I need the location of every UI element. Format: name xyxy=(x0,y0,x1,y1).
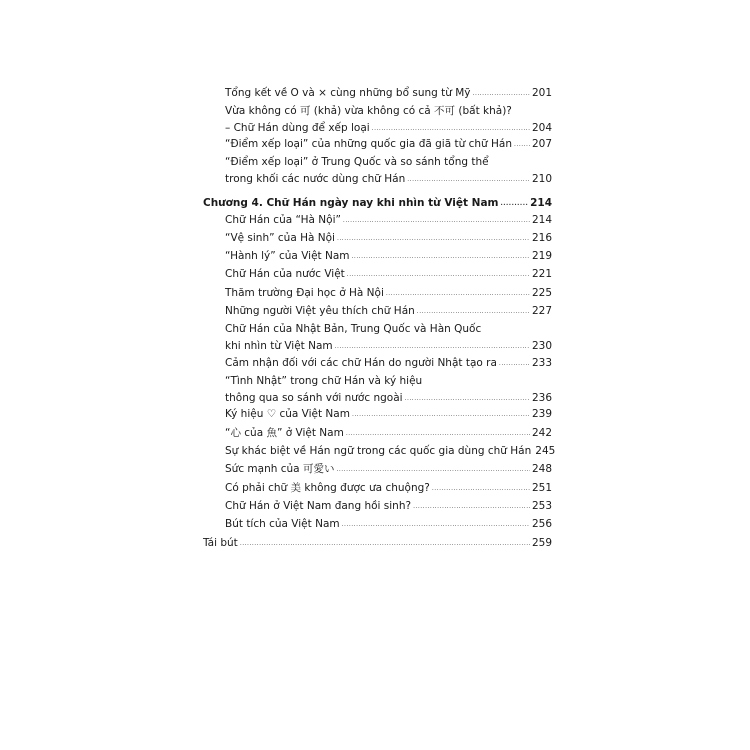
toc-entry-page: 230 xyxy=(531,340,552,352)
toc-entry-page: 227 xyxy=(531,305,552,317)
toc-entry-page: 204 xyxy=(531,122,552,134)
toc-entry-title: Sự khác biệt về Hán ngữ trong các quốc gia dùng chữ Hán xyxy=(225,445,532,457)
toc-entry-title: Chữ Hán của “Hà Nội” xyxy=(225,214,341,226)
dot-leader xyxy=(372,120,530,137)
toc-entry-title: Ký hiệu ♡ của Việt Nam xyxy=(225,408,350,420)
toc-entry xyxy=(225,373,552,407)
dot-leader xyxy=(473,85,530,102)
dot-leader xyxy=(347,266,530,283)
toc-entry-title: “心 của 魚” ở Việt Nam xyxy=(225,427,344,439)
toc-entry-title: Chữ Hán của nước Việt xyxy=(225,268,345,280)
dot-leader xyxy=(343,212,530,229)
toc-entry xyxy=(225,461,552,478)
toc-entry xyxy=(225,516,552,533)
toc-entry-title: Cảm nhận đối với các chữ Hán do người Nhật tạo ra xyxy=(225,357,497,369)
toc-entry xyxy=(225,266,552,283)
toc-entry-page: 233 xyxy=(531,357,552,369)
toc-entry xyxy=(225,285,552,302)
toc-entry-page: 251 xyxy=(531,482,552,494)
toc-entry-title: Vừa không có 可 (khả) vừa không có cả 不可 (bất khả)? xyxy=(225,105,512,117)
toc-entry-page: 239 xyxy=(531,408,552,420)
dot-leader xyxy=(240,535,530,552)
dot-leader xyxy=(337,230,530,247)
dot-leader xyxy=(514,136,530,153)
toc-entry xyxy=(225,443,556,460)
toc-entry-title: Tổng kết về O và × cùng những bổ sung từ Mỹ xyxy=(225,87,471,99)
dot-leader xyxy=(500,195,528,212)
toc-chapter-title: Chương 4. Chữ Hán ngày nay khi nhìn từ Việt Nam xyxy=(203,197,499,209)
dot-leader xyxy=(342,516,530,533)
toc-entry-page: 236 xyxy=(531,392,552,404)
toc-entry-page: 259 xyxy=(531,537,552,549)
toc-entry-page: 210 xyxy=(531,173,552,185)
toc-entry-afterword xyxy=(203,535,552,552)
dot-leader xyxy=(346,425,530,442)
toc-entry-title: Thăm trường Đại học ở Hà Nội xyxy=(225,287,384,299)
toc-entry xyxy=(225,212,552,229)
toc-entry-title: “Tình Nhật” trong chữ Hán và ký hiệu xyxy=(225,375,423,387)
toc-entry-page: 256 xyxy=(531,518,552,530)
toc-entry xyxy=(225,103,552,137)
toc-entry-title-cont: thông qua so sánh với nước ngoài xyxy=(225,392,403,404)
toc-entry xyxy=(225,136,552,153)
toc-entry-page: 221 xyxy=(531,268,552,280)
toc-entry xyxy=(225,230,552,247)
toc-entry xyxy=(225,248,552,265)
dot-leader xyxy=(407,171,530,188)
toc-chapter-page: 214 xyxy=(530,197,552,209)
toc-entry-title: “Điểm xếp loại” của những quốc gia đã giã từ chữ Hán xyxy=(225,138,513,150)
toc-entry xyxy=(225,321,552,355)
toc-entry-title: Có phải chữ 美 không được ưa chuộng? xyxy=(225,482,430,494)
toc-entry xyxy=(225,85,552,102)
dot-leader xyxy=(352,406,530,423)
toc-chapter-heading xyxy=(203,195,552,212)
dot-leader xyxy=(386,285,530,302)
toc-entry-title: Bút tích của Việt Nam xyxy=(225,518,340,530)
dot-leader xyxy=(499,355,530,372)
toc-entry-page: 214 xyxy=(531,214,552,226)
toc-entry xyxy=(225,425,552,442)
toc-entry-title: Sức mạnh của 可愛い xyxy=(225,463,335,475)
toc-entry xyxy=(225,480,552,497)
toc-entry xyxy=(225,154,552,188)
toc-entry-page: 225 xyxy=(531,287,552,299)
toc-entry-title-cont: trong khối các nước dùng chữ Hán xyxy=(225,173,406,185)
toc-entry-title-cont: – Chữ Hán dùng để xếp loại xyxy=(225,122,370,134)
dot-leader xyxy=(413,498,530,515)
dot-leader xyxy=(417,303,530,320)
toc-entry-page: 216 xyxy=(531,232,552,244)
toc-entry-page: 245 xyxy=(535,445,556,457)
toc-entry-page: 248 xyxy=(531,463,552,475)
toc-entry-title-cont: khi nhìn từ Việt Nam xyxy=(225,340,333,352)
toc-entry-title: Những người Việt yêu thích chữ Hán xyxy=(225,305,415,317)
toc-entry-page: 242 xyxy=(531,427,552,439)
toc-entry-title: Tái bút xyxy=(203,537,238,549)
toc-entry-page: 201 xyxy=(531,87,552,99)
toc-entry xyxy=(225,498,552,515)
toc-entry-page: 219 xyxy=(531,250,552,262)
dot-leader xyxy=(405,390,530,407)
dot-leader xyxy=(352,248,530,265)
toc-entry-title: “Hành lý” của Việt Nam xyxy=(225,250,350,262)
toc-entry-page: 207 xyxy=(531,138,552,150)
toc-entry xyxy=(225,406,552,423)
toc-entry xyxy=(225,355,552,372)
toc-entry-title: “Vệ sinh” của Hà Nội xyxy=(225,232,335,244)
toc-entry-title: Chữ Hán của Nhật Bản, Trung Quốc và Hàn Quốc xyxy=(225,323,482,335)
dot-leader xyxy=(335,338,530,355)
dot-leader xyxy=(336,461,530,478)
toc-entry xyxy=(225,303,552,320)
dot-leader xyxy=(432,480,530,497)
toc-entry-title: “Điểm xếp loại” ở Trung Quốc và so sánh tổng thể xyxy=(225,156,489,168)
toc-entry-title: Chữ Hán ở Việt Nam đang hồi sinh? xyxy=(225,500,412,512)
toc-entry-page: 253 xyxy=(531,500,552,512)
